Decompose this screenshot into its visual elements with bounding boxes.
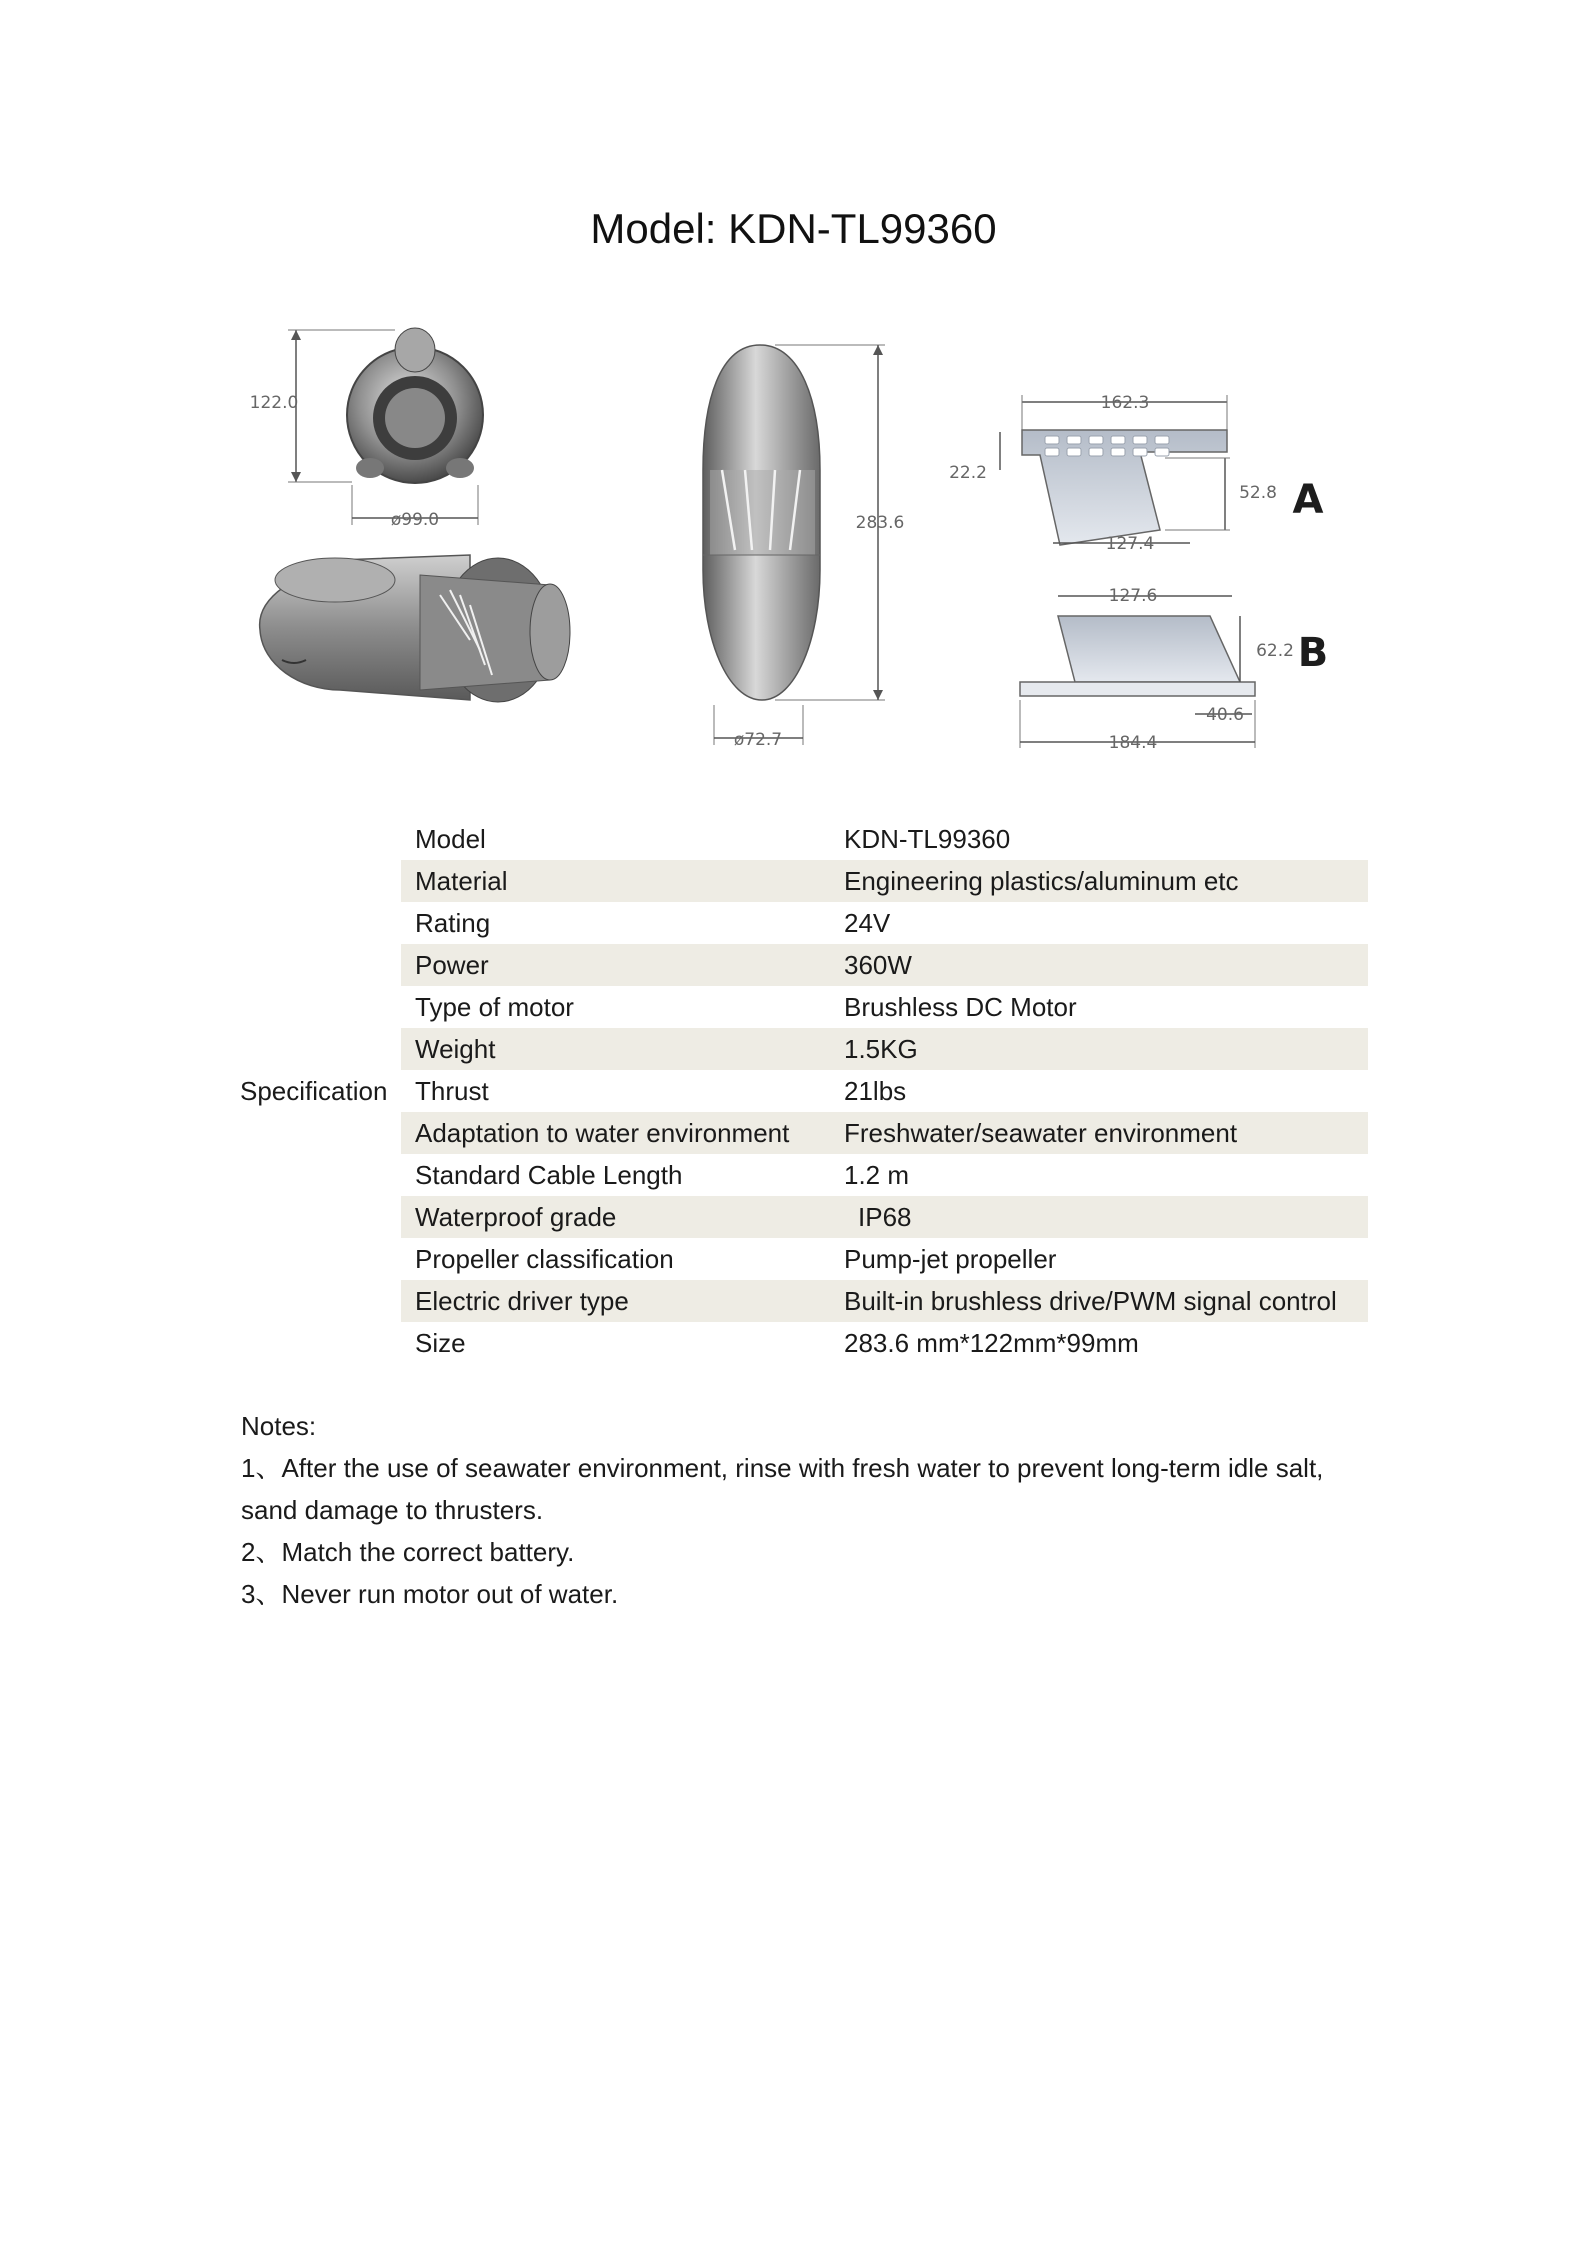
bracket-b-inner-dim: 40.6 (1206, 705, 1244, 725)
spec-key: Size (415, 1327, 466, 1358)
note-item: 3、Never run motor out of water. (241, 1579, 619, 1609)
spec-value: 1.2 m (844, 1159, 910, 1190)
bracket-a-label: A (1292, 477, 1324, 523)
notes-heading: Notes: (241, 1411, 317, 1441)
side-diameter-dim: ø72.7 (733, 730, 783, 750)
spec-row (401, 986, 1368, 1028)
spec-key: Power (401, 944, 830, 986)
bracket-b-drawing (1020, 586, 1328, 753)
page-title: Model: KDN-TL99360 (590, 205, 997, 252)
specification-table (401, 818, 1368, 1364)
front-view-drawing (250, 328, 483, 530)
spec-value: 1.5KG (830, 1028, 1368, 1070)
spec-row (401, 818, 1368, 860)
spec-row (401, 1196, 1368, 1238)
spec-row (401, 1028, 1368, 1070)
spec-row (401, 1112, 1368, 1154)
spec-row (401, 1070, 1368, 1112)
spec-row (401, 1154, 1368, 1196)
spec-value: Brushless DC Motor (844, 991, 1077, 1022)
spec-row (401, 1280, 1368, 1322)
spec-value: Freshwater/seawater environment (830, 1112, 1368, 1154)
bracket-a-left-dim: 22.2 (949, 463, 987, 483)
spec-row (401, 1238, 1368, 1280)
spec-value: IP68 (830, 1196, 1368, 1238)
bracket-a-top-dim: 162.3 (1100, 393, 1150, 413)
bracket-a-drawing (949, 393, 1323, 554)
spec-row (401, 902, 1368, 944)
notes-section (241, 1405, 1356, 1615)
spec-key: Electric driver type (401, 1280, 830, 1322)
spec-row (401, 944, 1368, 986)
spec-key: Standard Cable Length (415, 1159, 683, 1190)
front-height-dim: 122.0 (249, 393, 299, 413)
bracket-b-label: B (1297, 630, 1329, 676)
spec-value: 283.6 mm*122mm*99mm (844, 1327, 1139, 1358)
spec-key: Propeller classification (415, 1243, 674, 1274)
perspective-view-drawing (260, 555, 570, 702)
side-view-drawing (703, 345, 904, 750)
spec-key: Thrust (415, 1075, 489, 1106)
bracket-b-bottom-dim: 184.4 (1108, 733, 1158, 753)
note-item: 2、Match the correct battery. (241, 1537, 575, 1567)
spec-value: Engineering plastics/aluminum etc (830, 860, 1368, 902)
spec-value: 360W (830, 944, 1368, 986)
spec-key: Type of motor (415, 991, 574, 1022)
side-length-dim: 283.6 (855, 513, 905, 533)
bracket-a-bottom-dim: 127.4 (1105, 534, 1155, 554)
spec-key: Model (415, 823, 486, 854)
specification-label: Specification (240, 1075, 388, 1106)
spec-key: Material (401, 860, 830, 902)
bracket-b-top-dim: 127.6 (1108, 586, 1158, 606)
spec-value: 24V (844, 907, 891, 938)
spec-row (401, 1322, 1368, 1364)
note-item: 1、After the use of seawater environment, rinse with fresh water to prevent long-term idle salt, sand damage to thrusters. (241, 1453, 1324, 1525)
spec-key: Weight (401, 1028, 830, 1070)
spec-row (401, 860, 1368, 902)
spec-value: KDN-TL99360 (844, 823, 1011, 854)
spec-value: Pump-jet propeller (844, 1243, 1057, 1274)
spec-value: 21lbs (844, 1075, 907, 1106)
front-width-dim: ø99.0 (390, 510, 440, 530)
spec-key: Waterproof grade (401, 1196, 830, 1238)
spec-key: Rating (415, 907, 491, 938)
product-drawings (0, 0, 1587, 780)
spec-value: Built-in brushless drive/PWM signal control (830, 1280, 1368, 1322)
spec-key: Adaptation to water environment (401, 1112, 830, 1154)
bracket-b-right-dim: 62.2 (1256, 641, 1294, 661)
bracket-a-right-dim: 52.8 (1239, 483, 1277, 503)
